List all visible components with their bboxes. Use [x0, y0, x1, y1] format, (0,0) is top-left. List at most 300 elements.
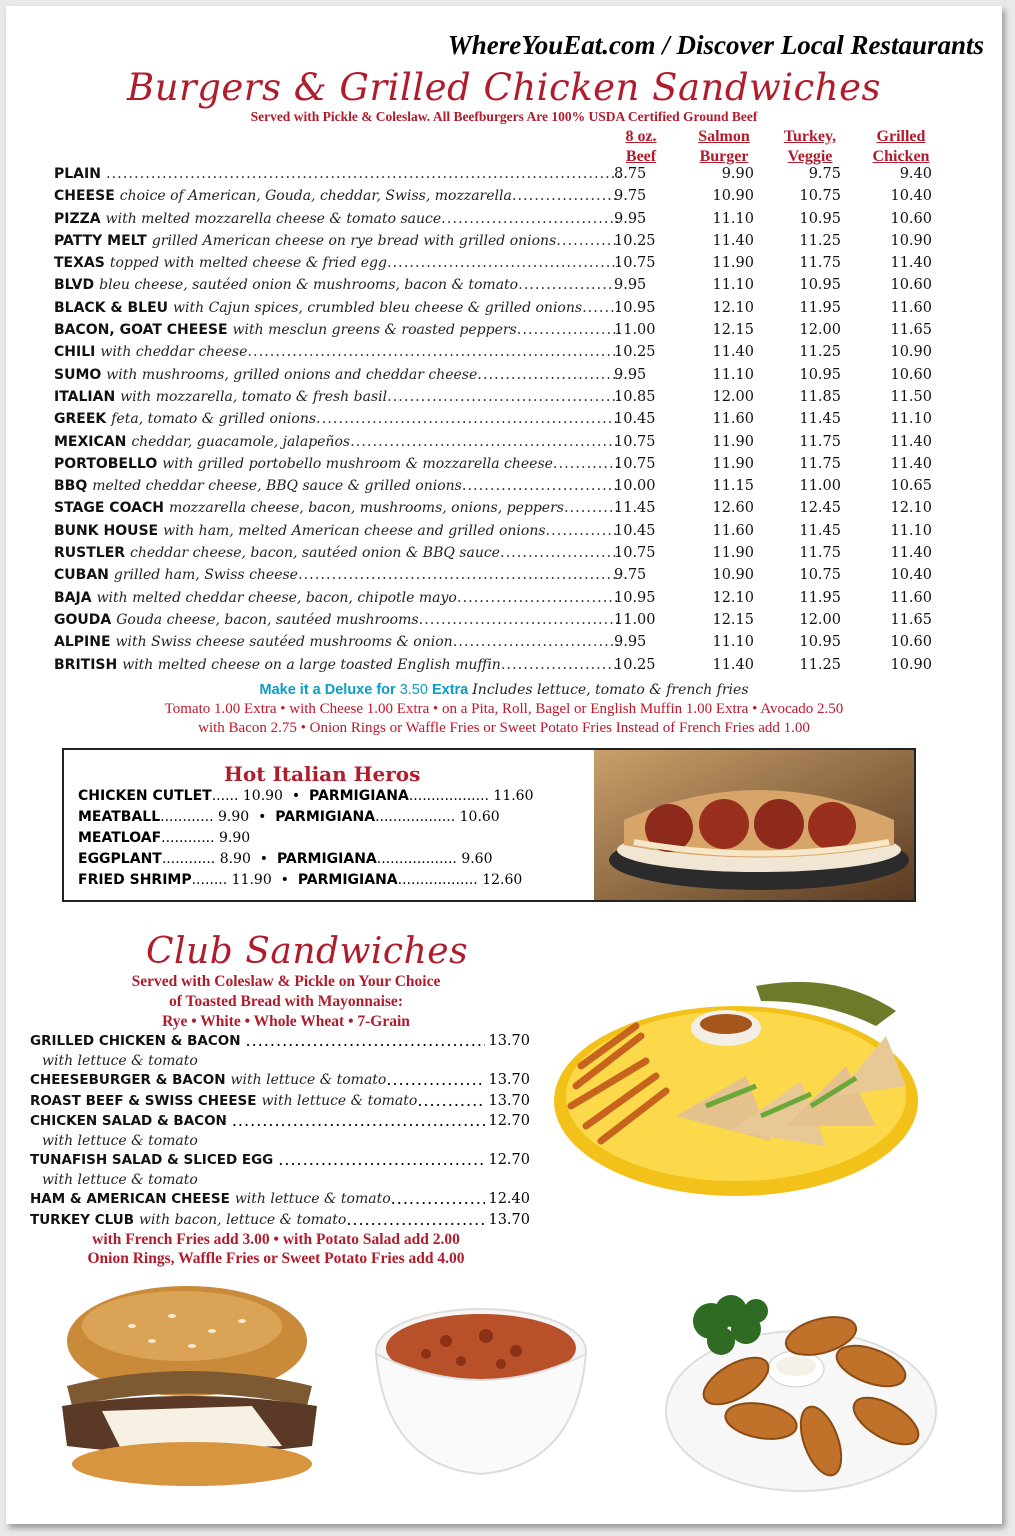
- potato-skins-image: [661, 1281, 941, 1496]
- leader-dots: [417, 1091, 485, 1112]
- price-beef: 10.75: [614, 455, 656, 472]
- price-beef: 10.75: [614, 545, 656, 562]
- price-beef: 10.45: [614, 411, 656, 428]
- burger-row-text: [54, 408, 620, 430]
- item-name: PORTOBELLO: [54, 455, 158, 472]
- leader-dots: [387, 386, 620, 408]
- hero-parm-name: PARMIGIANA: [297, 872, 398, 888]
- burgers-section-title: Burgers & Grilled Chicken Sandwiches: [127, 66, 881, 109]
- burger-row-text: [54, 564, 620, 586]
- price-beef: 10.25: [614, 344, 656, 361]
- item-name: TEXAS: [54, 255, 105, 272]
- hero-name: EGGPLANT: [78, 851, 162, 867]
- item-name: CHILI: [54, 344, 96, 361]
- price-turkey-veggie: 12.00: [799, 611, 841, 628]
- burger-row-text: [54, 453, 620, 475]
- price-salmon: 11.10: [712, 634, 754, 651]
- hero-price: 11.90: [231, 872, 272, 888]
- price-beef: 10.75: [614, 433, 656, 450]
- item-desc: with melted cheddar cheese, bacon, chipotle mayo: [96, 589, 457, 606]
- club-row: [30, 1210, 530, 1231]
- price-grilled-chicken: 11.40: [890, 433, 932, 450]
- item-name: PATTY MELT: [54, 232, 147, 249]
- leader-dots: [512, 185, 620, 207]
- item-name: CUBAN: [54, 567, 109, 584]
- price-beef: 9.95: [614, 210, 647, 227]
- price-grilled-chicken: 10.60: [890, 277, 932, 294]
- hero-price: 10.90: [242, 788, 283, 804]
- burger-row: [54, 609, 944, 631]
- price-salmon: 11.90: [712, 255, 754, 272]
- item-name: BBQ: [54, 478, 88, 495]
- club-item-price: 13.70: [488, 1072, 530, 1088]
- leader-dots: ............: [160, 809, 218, 825]
- price-salmon: 11.40: [712, 656, 754, 673]
- price-beef: 10.45: [614, 522, 656, 539]
- item-name: CHEESE: [54, 188, 115, 205]
- burger-row-text: [54, 319, 620, 341]
- item-desc: cheddar, guacamole, jalapeños: [131, 433, 351, 450]
- price-turkey-veggie: 11.00: [799, 478, 841, 495]
- item-name: ALPINE: [54, 634, 111, 651]
- price-salmon: 11.90: [712, 433, 754, 450]
- price-turkey-veggie: 12.00: [799, 322, 841, 339]
- burger-row: [54, 274, 944, 296]
- club-item-name: TUNAFISH SALAD & SLICED EGG: [30, 1152, 274, 1168]
- burger-row: [54, 163, 944, 185]
- hero-parm-name: PARMIGIANA: [276, 851, 377, 867]
- club-subtitle-line-2: of Toasted Bread with Mayonnaise:: [169, 993, 403, 1010]
- price-grilled-chicken: 11.10: [890, 522, 932, 539]
- burger-row-text: [54, 587, 620, 609]
- price-beef: 9.95: [614, 366, 647, 383]
- hero-price: 8.90: [219, 851, 251, 867]
- price-turkey-veggie: 11.95: [799, 589, 841, 606]
- leader-dots: ......: [211, 788, 243, 804]
- price-salmon: 12.15: [712, 322, 754, 339]
- burger-row: [54, 654, 944, 676]
- club-item-price: 12.70: [488, 1113, 530, 1129]
- burger-row: [54, 408, 944, 430]
- bullet: •: [282, 788, 310, 804]
- item-name: PIZZA: [54, 210, 101, 227]
- hero-parm-name: PARMIGIANA: [309, 788, 409, 804]
- item-name: BLVD: [54, 277, 95, 294]
- burger-row: [54, 341, 944, 363]
- leader-dots: [232, 1111, 486, 1132]
- price-grilled-chicken: 11.40: [890, 455, 932, 472]
- price-salmon: 11.10: [712, 366, 754, 383]
- price-turkey-veggie: 12.45: [799, 500, 841, 517]
- price-grilled-chicken: 11.50: [890, 388, 932, 405]
- hero-parm-price: 11.60: [493, 788, 534, 804]
- price-salmon: 11.40: [712, 232, 754, 249]
- burger-row: [54, 252, 944, 274]
- leader-dots: [564, 497, 620, 519]
- hero-row: [78, 872, 522, 888]
- leader-dots: ............: [161, 851, 220, 867]
- leader-dots: ..................: [408, 788, 494, 804]
- burger-row: [54, 542, 944, 564]
- burger-row-text: [54, 386, 620, 408]
- club-row: [30, 1150, 530, 1171]
- item-desc: with mesclun greens & roasted peppers: [232, 322, 517, 339]
- leader-dots: ............: [161, 830, 219, 846]
- menu-page: [6, 6, 1002, 1524]
- price-turkey-veggie: 11.95: [799, 299, 841, 316]
- price-grilled-chicken: 11.40: [890, 255, 932, 272]
- club-row: [30, 1091, 530, 1112]
- burger-row-text: [54, 297, 620, 319]
- club-item-desc: with lettuce & tomato: [230, 1072, 387, 1088]
- price-turkey-veggie: 9.75: [808, 166, 841, 182]
- price-salmon: 10.90: [712, 188, 754, 205]
- price-grilled-chicken: 12.10: [890, 500, 932, 517]
- leader-dots: [419, 609, 620, 631]
- price-salmon: 12.60: [712, 500, 754, 517]
- burger-row: [54, 319, 944, 341]
- item-desc: with mozzarella, tomato & fresh basil: [120, 388, 388, 405]
- deluxe-offer: Make it a Deluxe for 3.50 Extra Includes lettuce, tomato & french fries: [259, 682, 749, 698]
- price-beef: 9.95: [614, 277, 647, 294]
- price-grilled-chicken: 10.40: [890, 188, 932, 205]
- burger-row: [54, 185, 944, 207]
- burger-row-text: [54, 230, 620, 252]
- burger-row: [54, 230, 944, 252]
- club-row: [30, 1070, 530, 1091]
- price-grilled-chicken: 10.60: [890, 366, 932, 383]
- price-grilled-chicken: 10.90: [890, 344, 932, 361]
- price-turkey-veggie: 11.75: [799, 255, 841, 272]
- burger-row: [54, 386, 944, 408]
- item-name: STAGE COACH: [54, 500, 164, 517]
- club-menu-list: [30, 1031, 530, 1230]
- price-beef: 9.75: [614, 188, 647, 205]
- price-turkey-veggie: 10.95: [799, 634, 841, 651]
- club-item-price: 12.70: [488, 1152, 530, 1168]
- price-salmon: 10.90: [712, 567, 754, 584]
- hero-row: [78, 788, 534, 804]
- leader-dots: [386, 1070, 485, 1091]
- price-beef: 10.00: [614, 478, 656, 495]
- col-header-salmon: Salmon Burger: [698, 128, 750, 165]
- price-salmon: 11.90: [712, 545, 754, 562]
- item-desc: cheddar cheese, bacon, sautéed onion & BBQ sauce: [130, 545, 500, 562]
- item-desc: with Cajun spices, crumbled bleu cheese & grilled onions: [173, 299, 583, 316]
- burger-row-text: [54, 475, 620, 497]
- leader-dots: ..................: [375, 809, 460, 825]
- burger-row-text: [54, 609, 620, 631]
- hot-italian-heros-box: [62, 748, 916, 902]
- price-salmon: 11.15: [712, 478, 754, 495]
- item-desc: topped with melted cheese & fried egg: [109, 255, 387, 272]
- club-item-desc: with bacon, lettuce & tomato: [139, 1211, 347, 1228]
- price-grilled-chicken: 10.90: [890, 656, 932, 673]
- col-header-turkey: Turkey, Veggie: [783, 128, 837, 165]
- price-beef: 9.75: [614, 567, 647, 584]
- burger-row: [54, 587, 944, 609]
- hero-name: MEATLOAF: [78, 830, 162, 846]
- price-beef: 10.75: [614, 255, 656, 272]
- item-desc: with mushrooms, grilled onions and cheddar cheese: [106, 366, 478, 383]
- burger-row: [54, 631, 944, 653]
- burger-row-text: [54, 341, 620, 363]
- club-item-price: 13.70: [488, 1211, 530, 1228]
- price-turkey-veggie: 11.75: [799, 433, 841, 450]
- club-item-name: CHICKEN SALAD & BACON: [30, 1113, 227, 1129]
- hero-parm-price: 12.60: [482, 872, 523, 888]
- leader-dots: [391, 1189, 486, 1210]
- burger-row-text: [54, 364, 620, 386]
- item-desc: grilled American cheese on rye bread with grilled onions: [151, 232, 557, 249]
- item-desc: with ham, melted American cheese and grilled onions: [163, 522, 546, 539]
- burger-row-text: [54, 631, 620, 653]
- price-turkey-veggie: 10.95: [799, 366, 841, 383]
- price-beef: 10.95: [614, 589, 656, 606]
- hero-parm-price: 9.60: [461, 851, 493, 867]
- item-name: BAJA: [54, 589, 92, 606]
- price-beef: 11.00: [614, 611, 656, 628]
- club-subtitle-line-3: Rye • White • Whole Wheat • 7-Grain: [162, 1013, 410, 1030]
- leader-dots: ..................: [376, 851, 462, 867]
- chili-bowl-image: [366, 1296, 596, 1486]
- burgers-subtitle: Served with Pickle & Coleslaw. All Beefburgers Are 100% USDA Certified Ground Beef: [250, 109, 758, 124]
- bullet: •: [249, 809, 276, 825]
- price-turkey-veggie: 11.25: [799, 656, 841, 673]
- price-salmon: 11.10: [712, 210, 754, 227]
- burger-row-text: [54, 274, 620, 296]
- leader-dots: [517, 319, 620, 341]
- price-grilled-chicken: 10.60: [890, 634, 932, 651]
- hero-price: 9.90: [218, 809, 250, 825]
- burger-row-text: [54, 497, 620, 519]
- price-beef: 9.95: [614, 634, 647, 651]
- bullet: •: [250, 851, 277, 867]
- club-item-sub: with lettuce & tomato: [42, 1052, 198, 1069]
- leader-dots: [462, 475, 620, 497]
- price-grilled-chicken: 10.60: [890, 210, 932, 227]
- price-salmon: 11.40: [712, 344, 754, 361]
- price-turkey-veggie: 11.75: [799, 455, 841, 472]
- price-grilled-chicken: 10.90: [890, 232, 932, 249]
- burger-row-text: [54, 163, 620, 185]
- price-turkey-veggie: 11.85: [799, 388, 841, 405]
- club-item-price: 12.40: [488, 1191, 530, 1207]
- club-section-title: Club Sandwiches: [146, 931, 469, 972]
- leader-dots: [387, 252, 620, 274]
- burger-extras-line-2: with Bacon 2.75 • Onion Rings or Waffle Fries or Sweet Potato Fries Instead of French Fries add 1.00: [198, 720, 810, 736]
- leader-dots: [278, 1150, 485, 1171]
- item-desc: melted cheddar cheese, BBQ sauce & grilled onions: [92, 478, 462, 495]
- hero-row: [78, 830, 250, 846]
- leader-dots: [501, 654, 620, 676]
- price-salmon: 12.00: [712, 388, 754, 405]
- price-turkey-veggie: 10.75: [799, 188, 841, 205]
- item-name: BLACK & BLEU: [54, 299, 169, 316]
- price-beef: 10.25: [614, 232, 656, 249]
- leader-dots: [298, 564, 620, 586]
- price-salmon: 11.60: [712, 522, 754, 539]
- price-turkey-veggie: 11.75: [799, 545, 841, 562]
- burger-row: [54, 364, 944, 386]
- hero-parm-name: PARMIGIANA: [275, 809, 376, 825]
- price-beef: 10.25: [614, 656, 656, 673]
- item-desc: with cheddar cheese: [100, 344, 248, 361]
- hero-name: FRIED SHRIMP: [78, 872, 192, 888]
- burger-row: [54, 208, 944, 230]
- item-desc: with Swiss cheese sautéed mushrooms & onion: [115, 634, 453, 651]
- item-desc: Gouda cheese, bacon, sautéed mushrooms: [116, 611, 419, 628]
- club-subtitle-line-1: Served with Coleslaw & Pickle on Your Choice: [131, 973, 441, 990]
- price-turkey-veggie: 10.95: [799, 277, 841, 294]
- club-extras-line-1: with French Fries add 3.00 • with Potato Salad add 2.00: [92, 1231, 460, 1248]
- mushroom-burger-image: [42, 1286, 332, 1486]
- club-item-sub: with lettuce & tomato: [42, 1132, 198, 1149]
- item-name: MEXICAN: [54, 433, 127, 450]
- hero-row: [78, 809, 500, 825]
- burger-row: [54, 453, 944, 475]
- club-item-name: TURKEY CLUB: [30, 1211, 135, 1228]
- price-salmon: 12.15: [712, 611, 754, 628]
- item-name: BACON, GOAT CHEESE: [54, 322, 228, 339]
- price-grilled-chicken: 10.65: [890, 478, 932, 495]
- price-turkey-veggie: 10.75: [799, 567, 841, 584]
- price-grilled-chicken: 10.40: [890, 567, 932, 584]
- leader-dots: [441, 208, 620, 230]
- club-item-price: 13.70: [488, 1092, 530, 1109]
- club-item-name: ROAST BEEF & SWISS CHEESE: [30, 1092, 257, 1109]
- leader-dots: [556, 230, 620, 252]
- price-beef: 10.85: [614, 388, 656, 405]
- item-desc: with grilled portobello mushroom & mozzarella cheese: [162, 455, 553, 472]
- hero-row: [78, 851, 493, 867]
- leader-dots: ........: [191, 872, 232, 888]
- club-item-desc: with lettuce & tomato: [234, 1191, 391, 1207]
- leader-dots: [518, 274, 620, 296]
- price-grilled-chicken: 11.40: [890, 545, 932, 562]
- site-header: WhereYouEat.com / Discover Local Restaurants: [447, 30, 984, 60]
- burger-menu-list: [54, 163, 944, 676]
- burger-row: [54, 475, 944, 497]
- item-name: GOUDA: [54, 611, 112, 628]
- price-grilled-chicken: 11.60: [890, 589, 932, 606]
- club-item-name: HAM & AMERICAN CHEESE: [30, 1191, 230, 1207]
- item-name: BRITISH: [54, 656, 118, 673]
- price-beef: 8.75: [614, 166, 647, 182]
- item-name: BUNK HOUSE: [54, 522, 159, 539]
- leader-dots: [106, 163, 620, 185]
- price-beef: 10.95: [614, 299, 656, 316]
- leader-dots: [246, 1031, 486, 1052]
- leader-dots: [500, 542, 620, 564]
- club-item-sub: with lettuce & tomato: [42, 1171, 198, 1188]
- burger-row-text: [54, 252, 620, 274]
- price-beef: 11.00: [614, 322, 656, 339]
- price-salmon: 11.10: [712, 277, 754, 294]
- burger-row-text: [54, 542, 620, 564]
- item-desc: with melted cheese on a large toasted English muffin: [122, 656, 501, 673]
- bullet: •: [271, 872, 298, 888]
- burger-row: [54, 520, 944, 542]
- item-name: SUMO: [54, 366, 102, 383]
- price-salmon: 11.90: [712, 455, 754, 472]
- item-desc: mozzarella cheese, bacon, mushrooms, onions, peppers: [168, 500, 564, 517]
- price-turkey-veggie: 11.45: [799, 411, 841, 428]
- burger-row-text: [54, 520, 620, 542]
- club-item-price: 13.70: [488, 1033, 530, 1049]
- leader-dots: [553, 453, 620, 475]
- leader-dots: [350, 431, 620, 453]
- item-desc: with melted mozzarella cheese & tomato sauce: [105, 210, 442, 227]
- burger-row-text: [54, 208, 620, 230]
- price-turkey-veggie: 11.25: [799, 232, 841, 249]
- col-header-beef: 8 oz. Beef: [625, 128, 657, 165]
- price-grilled-chicken: 11.65: [890, 611, 932, 628]
- item-desc: bleu cheese, sautéed onion & mushrooms, bacon & tomato: [99, 277, 519, 294]
- burger-row: [54, 497, 944, 519]
- burger-row: [54, 431, 944, 453]
- burger-extras-line-1: Tomato 1.00 Extra • with Cheese 1.00 Extra • on a Pita, Roll, Bagel or English Muffin 1.00 Extra • Avocado 2.50: [164, 701, 844, 717]
- item-name: ITALIAN: [54, 388, 116, 405]
- club-extras-line-2: Onion Rings, Waffle Fries or Sweet Potato Fries add 4.00: [87, 1250, 465, 1267]
- heros-title: Hot Italian Heros: [224, 762, 421, 786]
- hero-parm-price: 10.60: [459, 809, 500, 825]
- club-row: [30, 1031, 530, 1052]
- club-sandwich-platter-image: [546, 966, 926, 1206]
- club-item-name: CHEESEBURGER & BACON: [30, 1072, 226, 1088]
- item-desc: choice of American, Gouda, cheddar, Swiss, mozzarella: [119, 188, 512, 205]
- club-row: [30, 1111, 530, 1132]
- price-salmon: 12.10: [712, 589, 754, 606]
- price-salmon: 9.90: [721, 166, 754, 182]
- price-beef: 11.45: [614, 500, 656, 517]
- item-desc: grilled ham, Swiss cheese: [113, 567, 298, 584]
- leader-dots: [546, 520, 620, 542]
- item-name: RUSTLER: [54, 545, 126, 562]
- club-item-name: GRILLED CHICKEN & BACON: [30, 1033, 241, 1049]
- hero-name: CHICKEN CUTLET: [78, 788, 212, 804]
- price-grilled-chicken: 11.60: [890, 299, 932, 316]
- burger-row-text: [54, 654, 620, 676]
- club-item-desc: with lettuce & tomato: [261, 1092, 418, 1109]
- price-turkey-veggie: 11.45: [799, 522, 841, 539]
- leader-dots: [457, 587, 620, 609]
- price-grilled-chicken: 9.40: [899, 166, 932, 182]
- price-grilled-chicken: 11.65: [890, 322, 932, 339]
- leader-dots: [477, 364, 620, 386]
- leader-dots: [316, 408, 620, 430]
- price-salmon: 12.10: [712, 299, 754, 316]
- burger-row-text: [54, 185, 620, 207]
- price-grilled-chicken: 11.10: [890, 411, 932, 428]
- meatball-hero-image: [594, 750, 914, 900]
- price-salmon: 11.60: [712, 411, 754, 428]
- leader-dots: [346, 1210, 485, 1231]
- price-turkey-veggie: 11.25: [799, 344, 841, 361]
- leader-dots: [247, 341, 620, 363]
- hero-name: MEATBALL: [78, 809, 161, 825]
- price-turkey-veggie: 10.95: [799, 210, 841, 227]
- burger-row-text: [54, 431, 620, 453]
- leader-dots: [453, 631, 620, 653]
- burger-row: [54, 564, 944, 586]
- col-header-chicken: Grilled Chicken: [872, 128, 930, 165]
- hero-price: 9.90: [219, 830, 251, 846]
- burger-row: [54, 297, 944, 319]
- item-name: GREEK: [54, 411, 107, 428]
- item-name: PLAIN: [54, 166, 101, 182]
- club-row: [30, 1189, 530, 1210]
